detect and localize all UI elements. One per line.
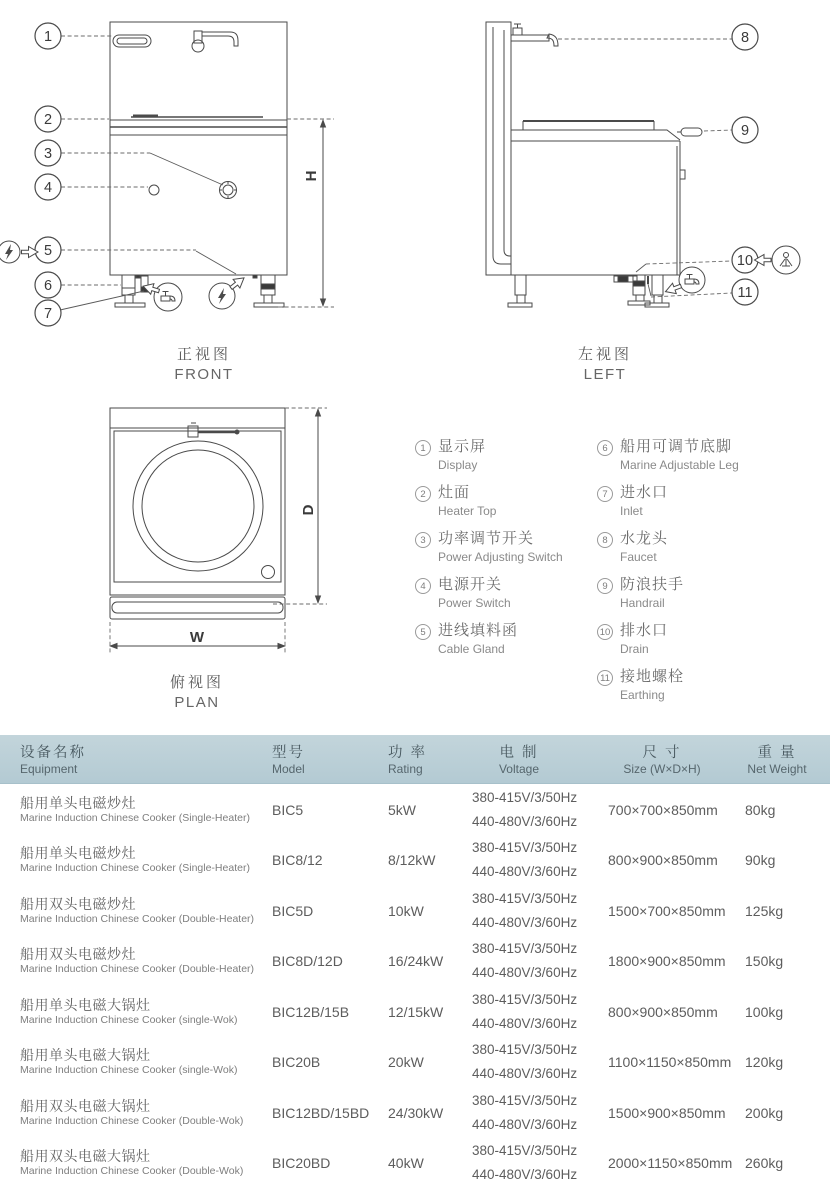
legend-label-en: Drain xyxy=(620,642,649,656)
dim-label-w: W xyxy=(189,629,205,646)
legend-label-cn: 防浪扶手 xyxy=(620,576,685,593)
legend-label-cn: 排水口 xyxy=(620,622,669,639)
model-cell: BIC20BD xyxy=(272,1155,331,1171)
size-cell: 1100×1150×850mm xyxy=(608,1054,732,1070)
front-rail xyxy=(110,597,285,619)
wok-ring-outer xyxy=(133,441,263,571)
voltage-cell: 380-415V/3/50Hz 440-480V/3/60Hz xyxy=(472,840,578,879)
callout-2: 2 xyxy=(43,112,53,128)
front-callouts xyxy=(35,23,61,326)
equipment-en: Marine Induction Chinese Cooker (Single-Heater) xyxy=(20,811,250,824)
legend-number: 10 xyxy=(597,624,613,640)
display-slot xyxy=(113,35,151,47)
legend-label-en: Display xyxy=(438,458,478,472)
legend-item-handrail xyxy=(597,575,830,611)
power-connection-icon xyxy=(209,274,247,309)
voltage-cell: 380-415V/3/50Hz 440-480V/3/60Hz xyxy=(472,941,578,980)
header-rating: 功 率 Rating xyxy=(388,744,428,776)
legend-label-en: Power Adjusting Switch xyxy=(438,550,563,564)
rating-cell: 20kW xyxy=(388,1054,424,1070)
front-view-drawing xyxy=(0,0,415,395)
legend-label-cn: 电源开关 xyxy=(438,576,503,593)
drain-pipe xyxy=(614,275,650,305)
callout-10: 10 xyxy=(736,253,754,269)
legend-label-cn: 水龙头 xyxy=(620,530,669,547)
height-dimension xyxy=(278,119,334,307)
legend-column-2 xyxy=(597,437,830,713)
voltage-cell: 380-415V/3/50Hz 440-480V/3/60Hz xyxy=(472,890,578,930)
legend-label-cn: 船用可调节底脚 xyxy=(620,438,733,455)
dim-label-h: H xyxy=(303,170,320,182)
equipment-en: Marine Induction Chinese Cooker (Double-Wok) xyxy=(20,1114,244,1127)
model-cell: BIC20B xyxy=(272,1054,321,1070)
weight-cell: 80kg xyxy=(745,801,776,818)
model-cell: BIC12B/15B xyxy=(272,1003,350,1020)
legend-number: 9 xyxy=(597,578,613,594)
table-row xyxy=(0,1138,830,1188)
header-net-weight: 重 量 Net Weight xyxy=(747,744,807,776)
equipment-en: Marine Induction Chinese Cooker (Double-Wok) xyxy=(20,1165,244,1177)
legend-number: 11 xyxy=(597,670,613,686)
header-model: 型号 Model xyxy=(272,744,305,776)
callout-5: 5 xyxy=(43,243,53,259)
equipment-en: Marine Induction Chinese Cooker (Single-Heater) xyxy=(20,862,250,874)
equipment-cn: 船用单头电磁大锅灶 xyxy=(20,996,151,1013)
front-legs xyxy=(115,275,284,307)
width-dimension xyxy=(109,622,286,653)
faucet-side xyxy=(511,24,558,46)
rating-cell: 8/12kW xyxy=(388,852,436,868)
legend-label-cn: 进水口 xyxy=(620,484,669,501)
wok-ring-inner xyxy=(142,450,254,562)
legend-label-en: Inlet xyxy=(620,504,643,518)
weight-cell: 100kg xyxy=(745,1003,784,1020)
legend-label-en: Power Switch xyxy=(438,596,511,610)
left-view-title-cn: 左视图 xyxy=(577,346,633,363)
equipment-cn: 船用单头电磁大锅灶 xyxy=(20,1047,151,1063)
legend-label-en: Marine Adjustable Leg xyxy=(620,458,739,472)
spec-table xyxy=(0,735,830,1188)
plan-view-title-cn: 俯视图 xyxy=(169,674,225,691)
power-connection-icon xyxy=(0,241,38,263)
model-cell: BIC8D/12D xyxy=(272,953,343,969)
front-machine-outline xyxy=(110,22,287,307)
front-leader-lines xyxy=(60,36,334,310)
callout-6: 6 xyxy=(43,278,53,294)
legend-label-cn: 灶面 xyxy=(438,484,471,501)
legend-label-en: Handrail xyxy=(620,596,665,610)
callout-4: 4 xyxy=(43,180,53,196)
header-equipment: 设备名称 Equipment xyxy=(20,744,86,776)
legend-item-power-adjusting-switch xyxy=(415,529,597,565)
legend-number: 1 xyxy=(415,440,431,456)
rating-cell: 24/30kW xyxy=(388,1104,444,1121)
legend-label-cn: 进线填料函 xyxy=(438,622,519,639)
power-switch xyxy=(149,185,159,195)
front-view-title-cn: 正视图 xyxy=(176,346,232,363)
left-callouts xyxy=(732,24,758,305)
size-cell: 1500×700×850mm xyxy=(608,902,726,919)
legend-number: 5 xyxy=(415,624,431,640)
plan-view-title-en: PLAN xyxy=(174,694,220,711)
size-cell: 2000×1150×850mm xyxy=(608,1155,733,1171)
legend-label-en: Heater Top xyxy=(438,504,497,518)
spec-table-header xyxy=(0,735,830,784)
left-machine-outline xyxy=(486,22,702,307)
legend-number: 4 xyxy=(415,578,431,594)
equipment-cn: 船用双头电磁大锅灶 xyxy=(20,1148,151,1164)
voltage-cell: 380-415V/3/50Hz 440-480V/3/60Hz xyxy=(472,991,578,1031)
table-row xyxy=(0,835,830,885)
callout-3: 3 xyxy=(43,146,53,162)
weight-cell: 200kg xyxy=(745,1104,784,1121)
legend-column-1 xyxy=(415,437,597,713)
callout-8: 8 xyxy=(740,30,750,46)
legend-item-display xyxy=(415,437,597,473)
size-cell: 700×700×850mm xyxy=(608,801,718,818)
table-row xyxy=(0,886,830,936)
legend-label-en: Faucet xyxy=(620,550,657,564)
size-cell: 1500×900×850mm xyxy=(608,1104,726,1121)
drain-hole xyxy=(262,566,275,579)
legend-item-inlet xyxy=(597,483,830,519)
size-cell: 1800×900×850mm xyxy=(608,953,726,969)
left-view-drawing xyxy=(415,0,830,395)
rating-cell: 40kW xyxy=(388,1155,424,1171)
model-cell: BIC8/12 xyxy=(272,852,323,868)
table-row xyxy=(0,987,830,1037)
dim-label-d: D xyxy=(300,504,317,516)
legend-label-en: Cable Gland xyxy=(438,642,505,656)
callout-1: 1 xyxy=(43,29,53,45)
header-size: 尺 寸 Size (W×D×H) xyxy=(623,744,701,776)
parts-legend xyxy=(415,437,830,713)
legend-item-drain xyxy=(597,621,830,657)
voltage-cell: 380-415V/3/50Hz 440-480V/3/60Hz xyxy=(472,789,578,829)
table-row xyxy=(0,1088,830,1138)
rating-cell: 16/24kW xyxy=(388,953,444,969)
equipment-en: Marine Induction Chinese Cooker (single-Wok) xyxy=(20,1064,238,1076)
rating-cell: 10kW xyxy=(388,902,424,919)
equipment-cn: 船用双头电磁炒灶 xyxy=(20,895,136,912)
equipment-en: Marine Induction Chinese Cooker (single-Wok) xyxy=(20,1013,238,1026)
handrail xyxy=(677,128,702,136)
equipment-cn: 船用单头电磁炒灶 xyxy=(20,845,136,861)
size-cell: 800×900×850mm xyxy=(608,852,718,868)
legend-label-cn: 显示屏 xyxy=(438,438,487,455)
power-adjusting-knob xyxy=(219,181,237,199)
left-leader-lines xyxy=(558,39,732,297)
weight-cell: 90kg xyxy=(745,852,776,868)
drain-connection-icon xyxy=(755,246,801,274)
plan-view-drawing xyxy=(95,400,340,715)
weight-cell: 125kg xyxy=(745,902,784,919)
header-voltage: 电 制 Voltage xyxy=(498,744,540,776)
legend-label-cn: 功率调节开关 xyxy=(438,530,535,547)
model-cell: BIC5D xyxy=(272,902,314,919)
legend-item-earthing xyxy=(597,667,830,703)
left-view-title-en: LEFT xyxy=(583,366,627,383)
voltage-cell: 380-415V/3/50Hz 440-480V/3/60Hz xyxy=(472,1092,578,1132)
faucet-top xyxy=(188,423,239,437)
legend-number: 3 xyxy=(415,532,431,548)
callout-9: 9 xyxy=(740,123,750,139)
legend-label-en: Earthing xyxy=(620,688,665,702)
weight-cell: 260kg xyxy=(745,1155,784,1171)
equipment-cn: 船用双头电磁炒灶 xyxy=(20,946,136,962)
rating-cell: 5kW xyxy=(388,801,416,818)
legend-label-cn: 接地螺栓 xyxy=(620,668,685,685)
callout-7: 7 xyxy=(43,306,53,322)
legend-number: 6 xyxy=(597,440,613,456)
legend-item-adjustable-leg xyxy=(597,437,830,473)
weight-cell: 120kg xyxy=(745,1054,784,1070)
plan-machine-outline xyxy=(110,408,285,619)
size-cell: 800×900×850mm xyxy=(608,1003,718,1020)
equipment-cn: 船用单头电磁炒灶 xyxy=(20,794,136,811)
model-cell: BIC12BD/15BD xyxy=(272,1104,370,1121)
legend-number: 8 xyxy=(597,532,613,548)
front-view-title-en: FRONT xyxy=(174,366,234,383)
table-row xyxy=(0,1037,830,1087)
voltage-cell: 380-415V/3/50Hz 440-480V/3/60Hz xyxy=(472,1143,578,1182)
rating-cell: 12/15kW xyxy=(388,1003,444,1020)
water-connection-icon xyxy=(142,281,182,311)
equipment-cn: 船用双头电磁大锅灶 xyxy=(20,1097,151,1114)
legend-item-cable-gland xyxy=(415,621,597,657)
weight-cell: 150kg xyxy=(745,953,784,969)
model-cell: BIC5 xyxy=(272,801,304,818)
equipment-en: Marine Induction Chinese Cooker (Double-Heater) xyxy=(20,912,255,925)
table-row xyxy=(0,936,830,986)
table-row xyxy=(0,785,830,835)
callout-11: 11 xyxy=(737,285,753,301)
legend-item-power-switch xyxy=(415,575,597,611)
equipment-en: Marine Induction Chinese Cooker (Double-Heater) xyxy=(20,963,255,975)
legend-item-faucet xyxy=(597,529,830,565)
legend-number: 2 xyxy=(415,486,431,502)
legend-item-heater-top xyxy=(415,483,597,519)
water-connection-icon xyxy=(664,267,705,297)
legend-number: 7 xyxy=(597,486,613,502)
faucet-front xyxy=(192,31,238,52)
voltage-cell: 380-415V/3/50Hz 440-480V/3/60Hz xyxy=(472,1042,578,1081)
